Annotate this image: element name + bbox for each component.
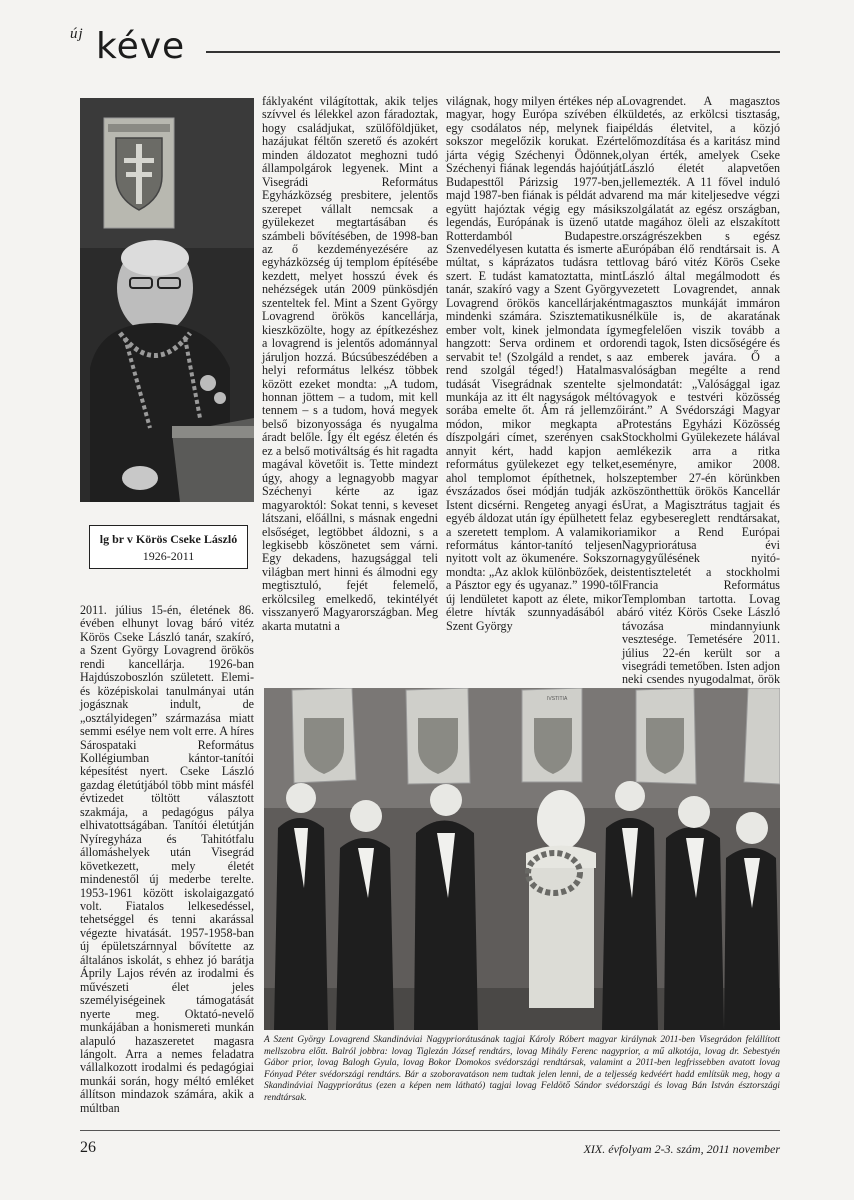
article-text: Lovagrendet. A magasztos küldetés, az erkölcsi tisztaság, példás életvitel, a közjó előmozdítása és a karitász mind olyan érték, amelyek Cseke László életét alapvetően jellemezték. A 11 fővel induló rend ma már kiteljesedve végzi szolgálatát az egész országban, de magához öleli az elszakított országrészekben s egész Európában élő rendtársait is. A lovag báró vitéz Körös Cseke László által megálmodott és vezetett Lovagrendet, annak magasztos munkáját immáron nélküle is, de akaratának megfelelően viszik tovább a rendi tagok, Isten dicsőségére és az emberek javára. Ő a valóságban megélte a rend jelmondatát: „Valósággal igaz vagyok e testvéri közösség iránt.” A Svédországi Magyar Protestáns Egyházi Közösség Stockholmi Gyülekezete hálával emlékezik arra a ritka eseményre, amikor 2008. szeptember 27-én körünkben köszönthettük örökös Kancellár Urat, a Magisztrátus tagjait és az egybesereglett rendtársakat, amikor a Rend Európai Nagypriorátusa évi nagygyűlésének nyitó-istentiszteletét a stockholmi Francia Református Templomban tartotta. Lovag báró vitéz Körös Cseke László távozása mindannyiunk vesztesége. Temetésére 2011. július 22-én került sor a visegrádi temetőben. Isten adjon neki csendes nyugodalmat, örök: [622, 94, 780, 687]
portrait-caption-name: lg br v Körös Cseke László: [99, 532, 238, 546]
article-column-1: [80, 604, 254, 1115]
portrait-caption-years: 1926-2011: [142, 549, 195, 563]
issue-info: XIX. évfolyam 2-3. szám, 2011 november: [583, 1142, 780, 1156]
portrait-caption: [89, 525, 248, 569]
article-text: 2011. július 15-én, életének 86. évében elhunyt lovag báró vitéz Körös Cseke László tanár, szakíró, a Szent György Lovagrend örökös rendi kancellárja. 1926-ban Hajdúszoboszlón született. Elemi- és középiskolai tanulmányai után jogásznak indult, de „osztályidegen” származása miatt semmi esélye nem volt erre. A híres Sárospataki Református Kollégiumban kántor-tanítói képesítést nyert. Cseke László gazdag életútjából több mint másfél évtizedet töltött választott szakmája, a pedagógus pálya elhivatottságában. Tanítói életútján Nyíregyháza és Tahitótfalu állomáshelyek után Visegrád következett, mely életét mindenestől új mederbe terelte. 1953-1961 között iskolaigazgató volt. Fiatalos lelkesedéssel, tehetséggel és tenni akarással végezte hivatását. 1957-1958-ban új épületszárnnyal bővítette az általános iskolát, s ehhez jó barátja Áprily Lajos révén az irodalmi és művészeti élet jeles személyiségeinek támogatását nyerte meg. Oktató-nevelő munkájában a honismereti munkán alapuló hazaszeretet magasra lángolt. Arra a nemes feladatra vállalkozott irodalmi és pedagógiai munkái során, hogy méltó emléket állítson mindazok számára, akik a múltban: [80, 603, 254, 1115]
portrait-photo: [80, 98, 254, 502]
banner-text: IVSTITIA: [547, 696, 568, 702]
page-number: 26: [80, 1139, 96, 1156]
group-photo-illustration: [264, 688, 780, 1030]
article-column-3: [446, 95, 622, 633]
photo-caption: A Szent György Lovagrend Skandináviai Nagypriorátusának tagjai Károly Róbert magyar királynak 2011-ben Visegrádon felállított mellszobra előtt. Balról jobbra: lovag Tiglezán József rendtárs, lovag Mihály Ferenc nagyprior, a mű alkotója, lovag dr. Sebestyén Gábor prior, lovag Balogh Gyula, lovag Bokor Domokos svédországi rendtársak, valamint a 2011-ben legfrissebben avatott lovag Fónyad Péter svédországi rendtárs. Bár a szoboravatáson nem tudtak jelen lenni, de a teljesség kedvéért hadd említsük meg, hogy a Skandináviai Nagypriorátus (ezen a képen nem látható) tagjai lovag Feldötő Sándor svédországi és lovag Bán István észtországi rendtársak.: [264, 1035, 780, 1103]
article-text: fáklyaként világítottak, akik teljes szívvel és lélekkel azon fáradoztak, hogy családjukat, szülőföldjüket, hazájukat féltőn szerető és azokért minden áldozatot meghozni tudó állampolgárok legyenek. Mint a Visegrádi Református Egyházközség presbitere, jelentős szerepet vállalt nemcsak a gyülekezet megtartásában és számbeli bővítésében, de 1998-ban az ő kezdeményezésére az egyházközség új templom építésébe kezdett, melyet hosszú évek és nehézségek után 2009 pünkösdjén szenteltek fel. Mint a Szent György Lovagrend örökös kancellárja, kieszközölte, hogy az építkezéshez a lovagrend is jelentős adománnyal járuljon hozzá. Búcsúbeszédében a helyi református lelkész többek között ezeket mondta: „A tudom, honnan jöttem – a tudom, mit kell tennem – s a tudom, hová megyek belső bizonyossága és nyugalma áradt belőle. Így élt egész életén és ez a belső motiváltság és hit ragadta magával követőit is. Tette mindezt úgy, ahogy a legnagyobb magyar Széchenyi kérte az igaz magyaroktól: Sokat tenni, s keveset látszani, előállni, s másnak engedni elsőséget, legtöbbet áldozni, s a legkisebb köszönetet sem várni. Egy dekadens, hazugsággal teli világban mert hinni és álmodni egy megtisztuló, fejét felemelő, erkölcsileg emelkedő, tekintélyét visszanyerő Magyarországban. Meg akarta mutatni a: [262, 94, 438, 633]
header-rule: [206, 51, 780, 53]
group-photo: [264, 688, 780, 1030]
portrait-illustration: [80, 98, 254, 502]
article-column-2: [262, 95, 438, 633]
logo: kéve: [96, 26, 186, 67]
logo-small: új: [70, 26, 84, 42]
article-text: világnak, hogy milyen értékes nép a magyar, hogy Európa szívében él egy csodálatos nép, melynek fiai sokszor megelőzik korukat. Ezért járta végig Széchenyi Ödönnek, Széchenyi fiának legendás hajóútját Budapesttől Párizsig 1977-ben, majd 1987-ben fiának is példát adva együtt hajóztak végig egy másik legendás, Európának is üzenő utat Rotterdamból Budapestre. Szenvedélyesen kutatta és ismerte a múltat, s káprázatos tudásra tett szert. E tudást kamatoztatta, mint tanár, szakíró vagy a Szent György Lovagrend örökös kancellárjaként mindenki számára. Szisztematikus ember volt, kinek jelmondata így hangzott: Serva ordinem et ordo servabit te! (Szolgáld a rendet, s a rend szolgál téged!) Hatalmas tudását Visegrádnak szentelte s munkája az itt élt nagyságok méltó sorába emelte őt. Ám rá jellemző módon, mikor megkapta a díszpolgári címet, szerényen csak annyit kért, hadd kapjon a református gyülekezet egy telket, ahol templomot építhetnek, hol évszázados ősei módján tudják az Istent dicsérni. Rengeteg anyagi és egyéb áldozat után így épülhetett fel a szeretett templom. A valamikori református kántor-tanító teljesen nyitott volt az ökumenére. Sokszor mondta: „Az aklok különbözőek, de a Pásztor egy és ugyanaz.” 1990-től új lendületet kapott az élete, mikor életre hívták szunnyadásából a Szent György: [446, 94, 622, 633]
article-column-4: [622, 95, 780, 700]
footer-rule: [80, 1130, 780, 1131]
